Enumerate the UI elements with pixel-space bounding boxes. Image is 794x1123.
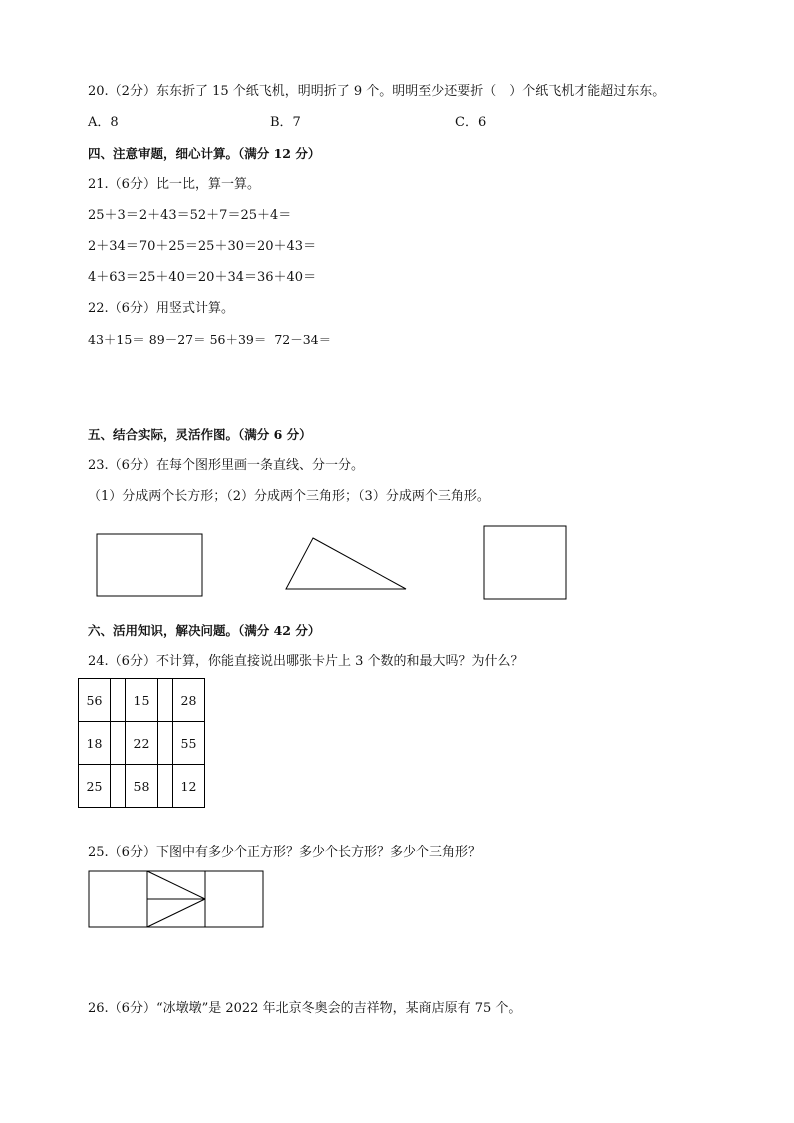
- q21-text: 21.（6分）比一比，算一算。: [88, 177, 260, 192]
- cards-row: [79, 722, 205, 765]
- q20-text: 20.（2分）东东折了 15 个纸飞机，明明折了 9 个。明明至少还要折（ ）个纸飞机才能超过东东。: [88, 84, 666, 99]
- card-cell: 15: [126, 679, 158, 722]
- section-4-heading: 四、注意审题，细心计算。（满分 12 分）: [88, 146, 321, 161]
- card-cell: 58: [126, 765, 158, 808]
- card-cell: 22: [126, 722, 158, 765]
- q20-option-b: B．7: [270, 115, 301, 130]
- q20-option-a: A．8: [88, 115, 119, 130]
- card-cell: 55: [173, 722, 205, 765]
- card-cell: 12: [173, 765, 205, 808]
- q25-text: 25.（6分）下图中有多少个正方形？多少个长方形？多少个三角形？: [88, 845, 481, 860]
- section-5-heading: 五、结合实际，灵活作图。（满分 6 分）: [88, 427, 312, 442]
- card-cell: 28: [173, 679, 205, 722]
- card-cell: 56: [79, 679, 111, 722]
- cards-row: [79, 679, 205, 722]
- section-6-heading: 六、活用知识，解决问题。（满分 42 分）: [88, 623, 321, 638]
- card-cell: 25: [79, 765, 111, 808]
- triangle-shape: [284, 536, 410, 592]
- card-cell: 18: [79, 722, 111, 765]
- cards-row: [79, 765, 205, 808]
- q20-option-c: C．6: [455, 115, 487, 130]
- rectangle-shape: [96, 533, 204, 599]
- squares-triangles-figure: [88, 869, 266, 931]
- q21-row-1: 25＋3＝2＋43＝52＋7＝25＋4＝: [88, 208, 292, 223]
- q22-text: 22.（6分）用竖式计算。: [88, 301, 234, 316]
- square-shape: [483, 525, 569, 601]
- q21-row-3: 4＋63＝25＋40＝20＋34＝36＋40＝: [88, 270, 317, 285]
- q23-text: 23.（6分）在每个图形里画一条直线、分一分。: [88, 458, 364, 473]
- q24-text: 24.（6分）不计算，你能直接说出哪张卡片上 3 个数的和最大吗？为什么？: [88, 654, 524, 669]
- number-cards-table: [78, 678, 205, 808]
- q22-expressions: 43＋15＝ 89－27＝ 56＋39＝ 72－34＝: [88, 332, 332, 347]
- q21-row-2: 2＋34＝70＋25＝25＋30＝20＋43＝: [88, 239, 317, 254]
- q26-text: 26.（6分）“冰墩墩”是 2022 年北京冬奥会的吉祥物，某商店原有 75 个。: [88, 1001, 522, 1016]
- q23-subtext: （1）分成两个长方形；（2）分成两个三角形；（3）分成两个三角形。: [88, 489, 490, 504]
